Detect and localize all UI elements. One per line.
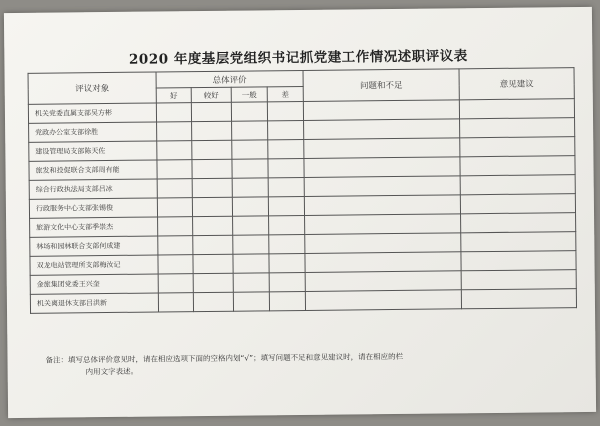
remarks-line-1: 备注：填写总体评价意见时，请在相应选项下面的空格内划“√”；填写问题不足和意见建议时，请在相应的栏 (45, 351, 404, 365)
grade-fairly-good-cell[interactable] (192, 140, 232, 159)
grade-good-cell[interactable] (157, 122, 192, 141)
subject-name-cell: 行政服务中心支部张锡俊 (29, 198, 157, 218)
grade-poor-cell[interactable] (268, 120, 304, 139)
grade-poor-cell[interactable] (269, 234, 305, 253)
grade-good-cell[interactable] (158, 236, 193, 255)
evaluation-table (28, 67, 578, 314)
grade-poor-cell[interactable] (268, 177, 304, 196)
grade-fairly-good-cell[interactable] (193, 292, 233, 311)
grade-good-cell[interactable] (157, 160, 192, 179)
grade-fairly-good-cell[interactable] (192, 178, 232, 197)
header-grade-average: 一般 (231, 87, 267, 102)
grade-fairly-good-cell[interactable] (192, 121, 232, 140)
problems-cell[interactable] (305, 252, 461, 273)
header-problems: 问题和不足 (303, 69, 459, 102)
grade-poor-cell[interactable] (267, 101, 303, 120)
grade-fairly-good-cell[interactable] (193, 235, 233, 254)
subject-name-cell: 建设管理局支部陈天佐 (29, 141, 157, 161)
suggestions-cell[interactable] (461, 213, 576, 233)
subject-name-cell: 旅发和投促联合支部周有能 (29, 160, 157, 180)
problems-cell[interactable] (305, 214, 461, 235)
form-title: 2020 年度基层党组织书记抓党建工作情况述职评议表 (128, 48, 468, 68)
problems-cell[interactable] (304, 176, 460, 197)
grade-good-cell[interactable] (158, 293, 193, 312)
grade-good-cell[interactable] (157, 198, 192, 217)
grade-good-cell[interactable] (156, 103, 191, 122)
grade-poor-cell[interactable] (269, 272, 305, 291)
suggestions-cell[interactable] (460, 175, 575, 195)
grade-average-cell[interactable] (233, 216, 269, 235)
subject-name-cell: 金旅集团党委王兴奎 (30, 274, 158, 294)
grade-average-cell[interactable] (232, 140, 268, 159)
grade-average-cell[interactable] (231, 102, 267, 121)
subject-name-cell: 旅游文化中心支部季崇杰 (30, 217, 158, 237)
problems-cell[interactable] (304, 119, 460, 140)
problems-cell[interactable] (305, 290, 461, 311)
suggestions-cell[interactable] (459, 99, 574, 119)
grade-good-cell[interactable] (158, 255, 193, 274)
header-grade-fairly-good: 较好 (191, 87, 231, 102)
grade-good-cell[interactable] (157, 179, 192, 198)
grade-poor-cell[interactable] (269, 253, 305, 272)
suggestions-cell[interactable] (460, 137, 575, 157)
subject-name-cell: 机关党委直属支部吴方彬 (28, 103, 156, 123)
grade-fairly-good-cell[interactable] (193, 254, 233, 273)
suggestions-cell[interactable] (460, 118, 575, 138)
header-overall-rating: 总体评价 (156, 70, 303, 88)
problems-cell[interactable] (305, 233, 461, 254)
problems-cell[interactable] (305, 271, 461, 292)
grade-good-cell[interactable] (158, 274, 193, 293)
suggestions-cell[interactable] (460, 194, 575, 214)
problems-cell[interactable] (304, 195, 460, 216)
grade-fairly-good-cell[interactable] (192, 159, 232, 178)
grade-good-cell[interactable] (158, 217, 193, 236)
grade-average-cell[interactable] (233, 235, 269, 254)
grade-fairly-good-cell[interactable] (193, 273, 233, 292)
suggestions-cell[interactable] (461, 289, 576, 309)
problems-cell[interactable] (304, 157, 460, 178)
suggestions-cell[interactable] (461, 270, 576, 290)
grade-fairly-good-cell[interactable] (192, 197, 232, 216)
suggestions-cell[interactable] (460, 156, 575, 176)
problems-cell[interactable] (303, 100, 459, 121)
remarks-note (45, 349, 565, 378)
subject-name-cell: 机关离退休支部吕洪新 (30, 293, 158, 313)
problems-cell[interactable] (304, 138, 460, 159)
suggestions-cell[interactable] (461, 251, 576, 271)
grade-poor-cell[interactable] (269, 291, 305, 310)
grade-average-cell[interactable] (232, 121, 268, 140)
grade-poor-cell[interactable] (269, 215, 305, 234)
grade-average-cell[interactable] (233, 254, 269, 273)
grade-fairly-good-cell[interactable] (191, 102, 231, 121)
grade-average-cell[interactable] (232, 159, 268, 178)
grade-fairly-good-cell[interactable] (193, 216, 233, 235)
header-subject: 评议对象 (28, 72, 156, 104)
subject-name-cell: 双龙电站管理所支部梅汝记 (30, 255, 158, 275)
grade-good-cell[interactable] (157, 141, 192, 160)
subject-name-cell: 综合行政执法局支部吕冰 (29, 179, 157, 199)
suggestions-cell[interactable] (461, 232, 576, 252)
header-suggestions: 意见建议 (459, 68, 574, 100)
grade-poor-cell[interactable] (268, 158, 304, 177)
header-grade-good: 好 (156, 88, 191, 103)
subject-name-cell: 党政办公室支部徐胜 (29, 122, 157, 142)
grade-poor-cell[interactable] (268, 139, 304, 158)
grade-poor-cell[interactable] (268, 196, 304, 215)
grade-average-cell[interactable] (233, 292, 269, 311)
grade-average-cell[interactable] (232, 197, 268, 216)
remarks-line-2: 内用文字表述。 (85, 366, 139, 377)
evaluation-form-sheet (4, 7, 596, 418)
header-grade-poor: 差 (267, 86, 303, 101)
subject-name-cell: 林场和园林联合支部何成建 (30, 236, 158, 256)
grade-average-cell[interactable] (233, 273, 269, 292)
grade-average-cell[interactable] (232, 178, 268, 197)
